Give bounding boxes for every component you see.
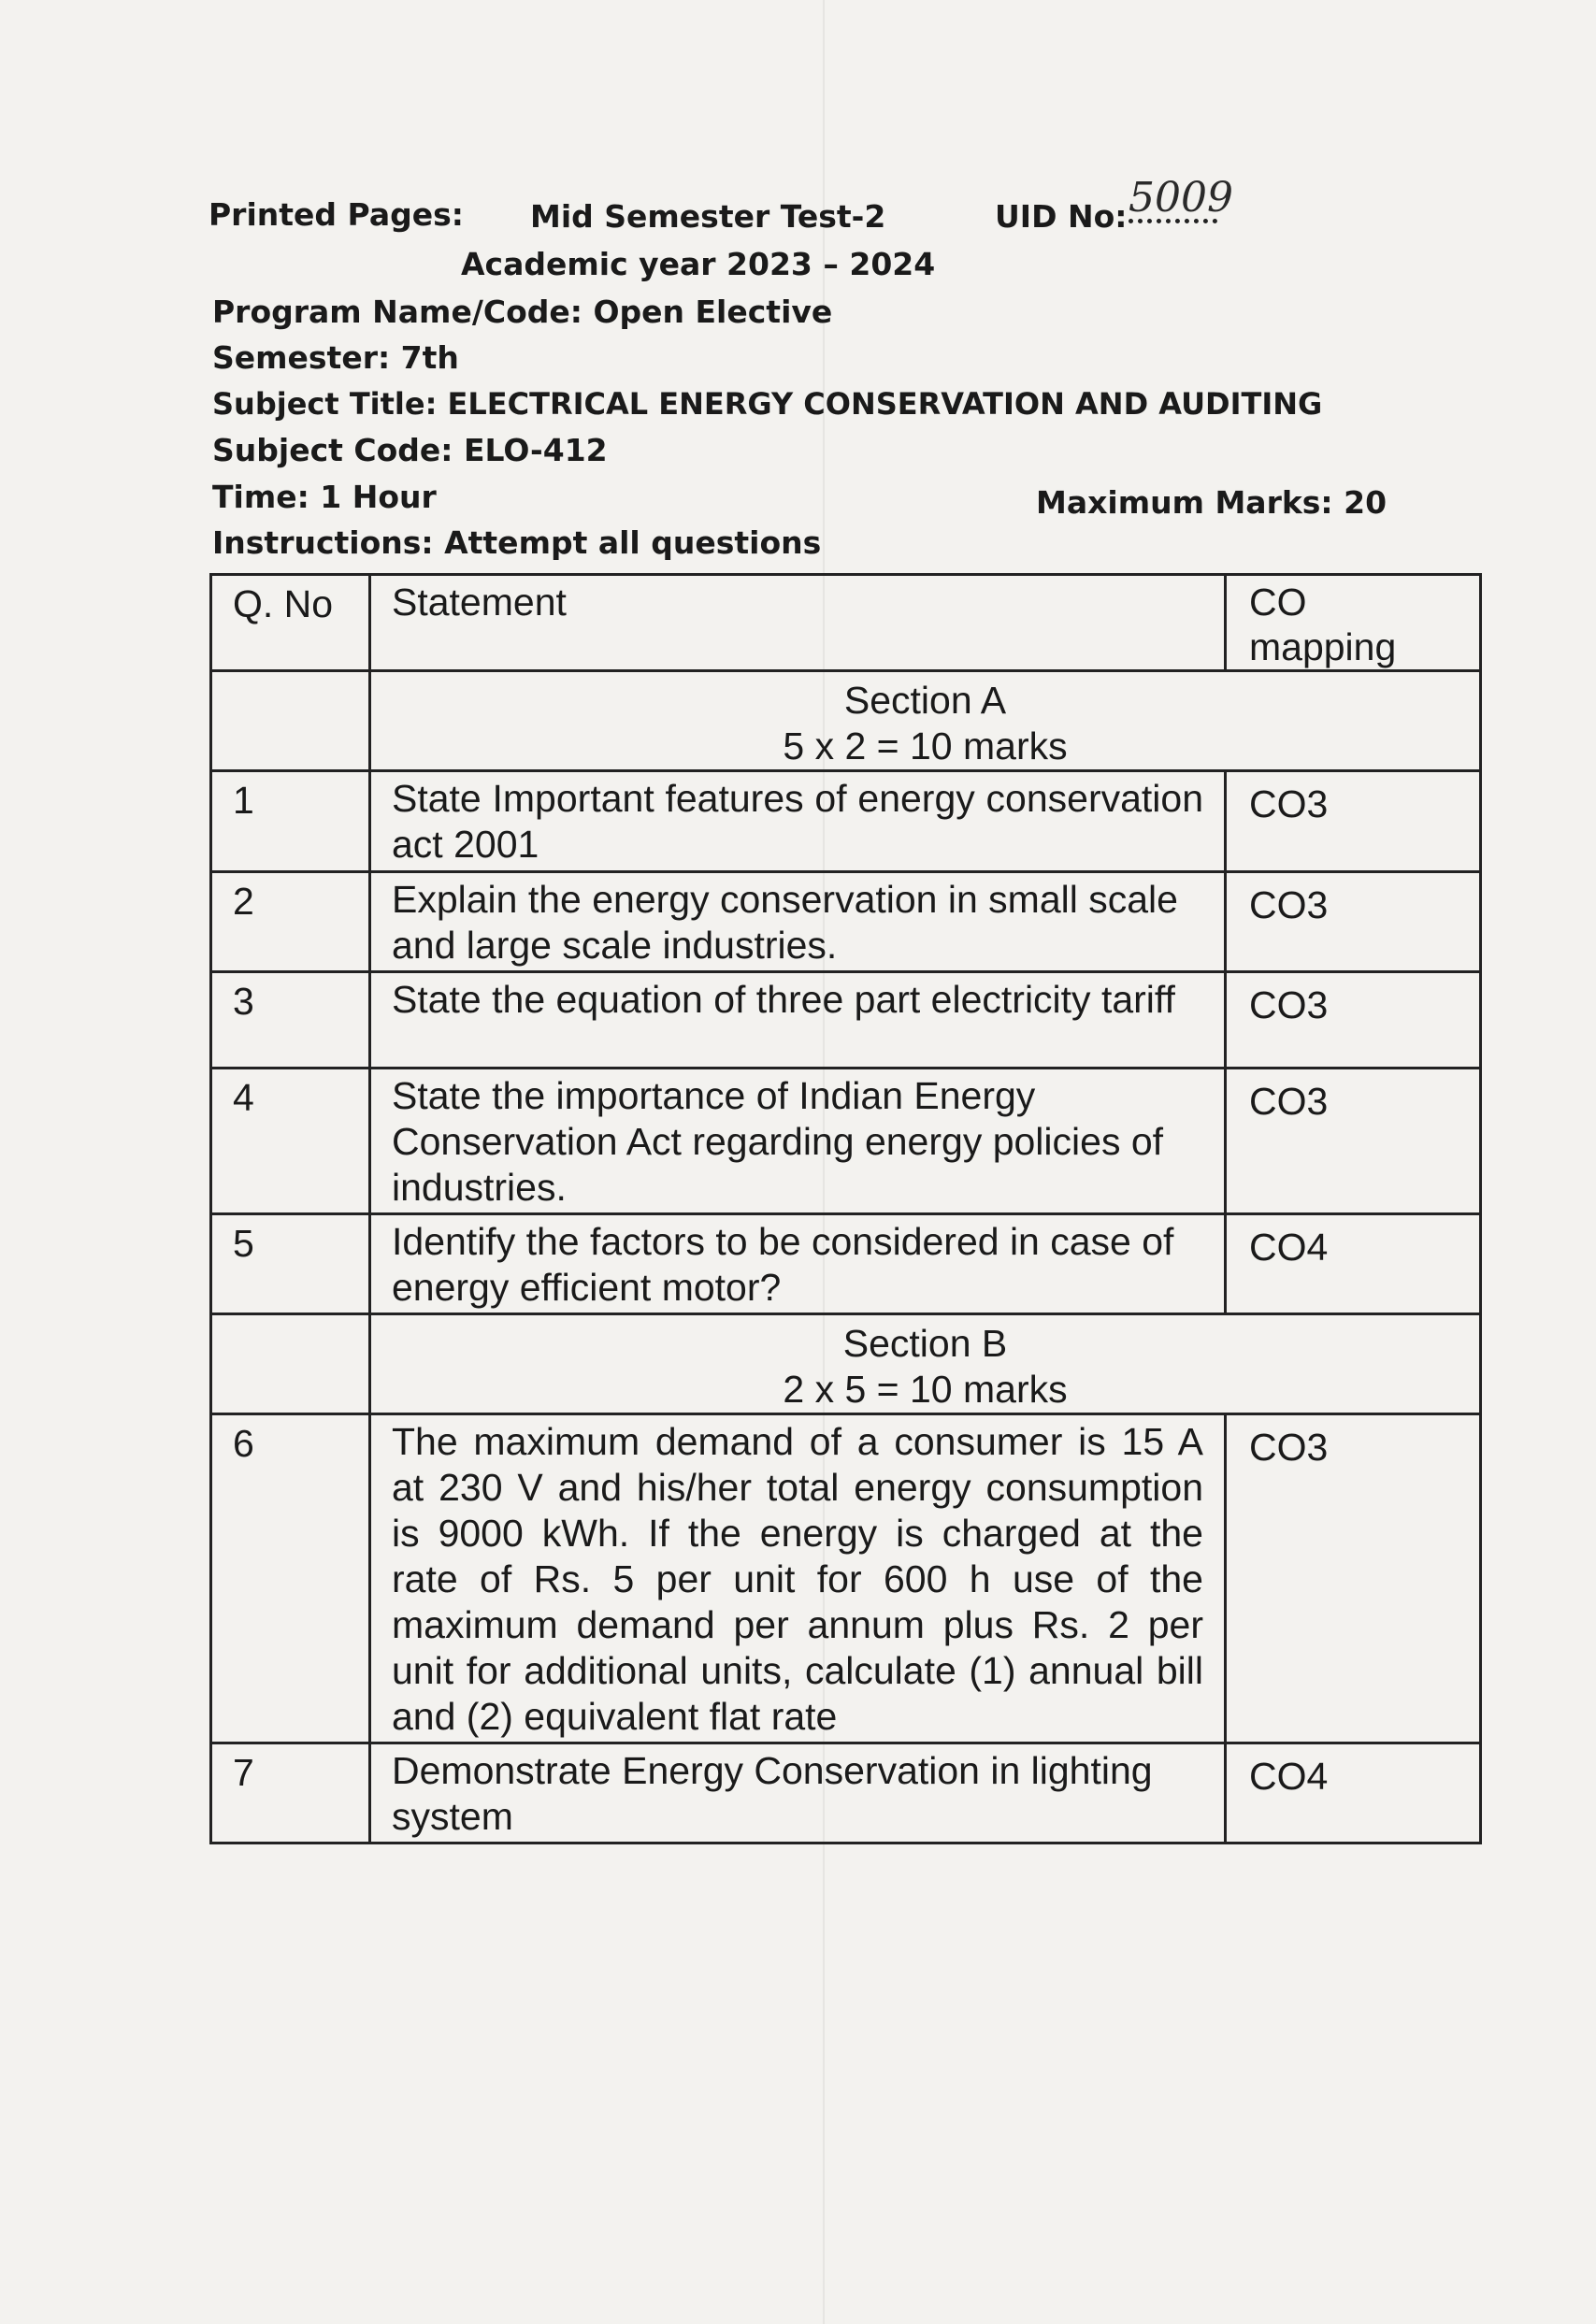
question-statement: Identify the factors to be considered in case of energy efficient motor? bbox=[370, 1214, 1226, 1314]
section-a-marks: 5 x 2 = 10 marks bbox=[783, 724, 1068, 767]
table-row bbox=[211, 1214, 1481, 1314]
uid-handwritten-value: 5009 bbox=[1129, 174, 1233, 222]
question-statement: State Important features of energy conservation act 2001 bbox=[370, 771, 1226, 872]
table-row bbox=[211, 771, 1481, 872]
time-allowed: Time: 1 Hour bbox=[212, 479, 437, 515]
question-number: 1 bbox=[211, 771, 370, 872]
uid-dotted-line bbox=[1129, 219, 1217, 223]
question-number: 3 bbox=[211, 972, 370, 1069]
subject-code: Subject Code: ELO-412 bbox=[212, 432, 608, 468]
question-number: 7 bbox=[211, 1743, 370, 1843]
question-co: CO3 bbox=[1226, 1414, 1481, 1743]
question-number: 6 bbox=[211, 1414, 370, 1743]
table-row bbox=[211, 1069, 1481, 1214]
section-a-heading bbox=[370, 671, 1481, 771]
header-co-line2: mapping bbox=[1249, 625, 1397, 668]
question-statement: The maximum demand of a consumer is 15 A at 230 V and his/her total energy consumption is 9000 kWh. If the energy is charged at the rate of Rs. 5 per unit for 600 h use of the maximum demand per annum plus Rs. 2 per unit for additional units, calculate (1) annual bill and (2) equivalent flat rate bbox=[370, 1414, 1226, 1743]
academic-year: Academic year 2023 – 2024 bbox=[461, 246, 936, 282]
question-co: CO4 bbox=[1226, 1214, 1481, 1314]
question-co: CO3 bbox=[1226, 872, 1481, 972]
question-co: CO4 bbox=[1226, 1743, 1481, 1843]
section-b-empty-cell bbox=[211, 1314, 370, 1414]
header-co-line1: CO bbox=[1249, 581, 1307, 624]
section-b-heading bbox=[370, 1314, 1481, 1414]
questions-table bbox=[209, 573, 1482, 1844]
question-co: CO3 bbox=[1226, 972, 1481, 1069]
test-name: Mid Semester Test-2 bbox=[530, 198, 886, 235]
subject-title: Subject Title: ELECTRICAL ENERGY CONSERVATION AND AUDITING bbox=[212, 386, 1323, 422]
section-a-empty-cell bbox=[211, 671, 370, 771]
section-b-title: Section B bbox=[842, 1322, 1008, 1365]
program-name: Program Name/Code: Open Elective bbox=[212, 294, 833, 330]
question-number: 2 bbox=[211, 872, 370, 972]
uid-label: UID No: bbox=[995, 198, 1128, 235]
header-qno: Q. No bbox=[211, 575, 370, 671]
question-co: CO3 bbox=[1226, 771, 1481, 872]
question-number: 5 bbox=[211, 1214, 370, 1314]
section-a-title: Section A bbox=[843, 679, 1007, 722]
section-a-row bbox=[211, 671, 1481, 771]
header-co-mapping bbox=[1226, 575, 1481, 671]
header-statement: Statement bbox=[370, 575, 1226, 671]
question-statement: Demonstrate Energy Conservation in lighting system bbox=[370, 1743, 1226, 1843]
question-co: CO3 bbox=[1226, 1069, 1481, 1214]
question-statement: Explain the energy conservation in small scale and large scale industries. bbox=[370, 872, 1226, 972]
question-number: 4 bbox=[211, 1069, 370, 1214]
table-row bbox=[211, 1414, 1481, 1743]
section-b-row bbox=[211, 1314, 1481, 1414]
question-statement: State the importance of Indian Energy Conservation Act regarding energy policies of industries. bbox=[370, 1069, 1226, 1214]
section-b-marks: 2 x 5 = 10 marks bbox=[783, 1368, 1068, 1411]
table-row bbox=[211, 972, 1481, 1069]
printed-pages-label: Printed Pages: bbox=[208, 196, 464, 233]
table-row bbox=[211, 1743, 1481, 1843]
table-header-row bbox=[211, 575, 1481, 671]
semester: Semester: 7th bbox=[212, 339, 459, 376]
maximum-marks: Maximum Marks: 20 bbox=[1036, 484, 1388, 521]
table-row bbox=[211, 872, 1481, 972]
question-statement: State the equation of three part electricity tariff bbox=[370, 972, 1226, 1069]
instructions: Instructions: Attempt all questions bbox=[212, 524, 822, 561]
